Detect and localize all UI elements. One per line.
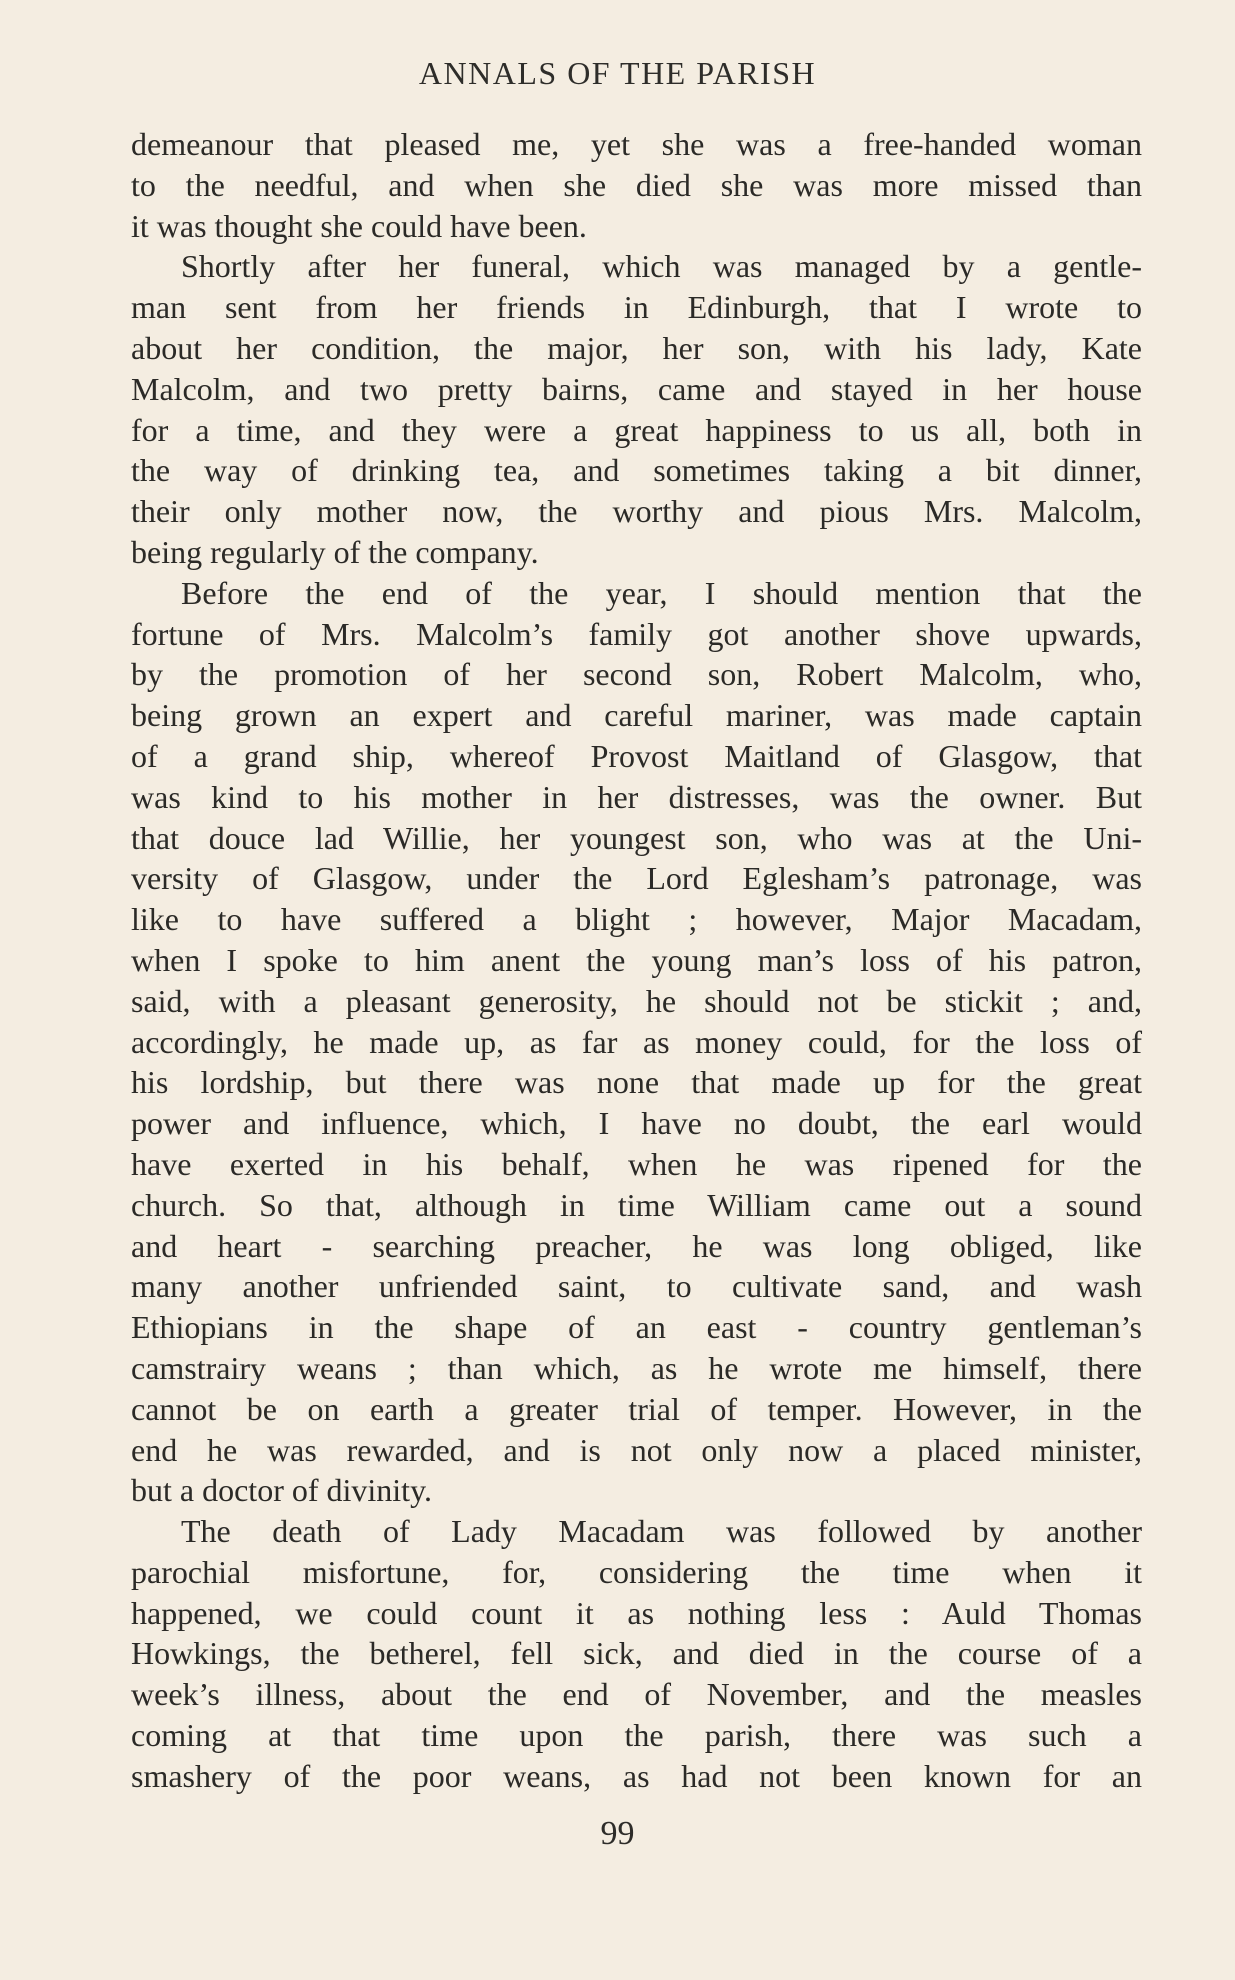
text-line: smashery of the poor weans, as had not been known for an xyxy=(131,1757,1142,1794)
text-line: The death of Lady Macadam was followed by another xyxy=(181,1513,1142,1550)
text-line: like to have suffered a blight ; however, Major Macadam, xyxy=(131,901,1142,938)
page-number: 99 xyxy=(600,1815,635,1852)
text-line: the way of drinking tea, and sometimes taking a bit dinner, xyxy=(131,452,1142,489)
text-line: said, with a pleasant generosity, he should not be stickit ; and, xyxy=(131,982,1142,1019)
text-line: for a time, and they were a great happiness to us all, both in xyxy=(131,411,1142,448)
text-line: power and influence, which, I have no doubt, the earl would xyxy=(131,1105,1142,1142)
text-line: many another unfriended saint, to cultivate sand, and wash xyxy=(131,1268,1142,1305)
text-line: end he was rewarded, and is not only now a placed minister, xyxy=(131,1431,1142,1468)
paragraph xyxy=(131,124,1142,246)
text-line: week’s illness, about the end of November, and the measles xyxy=(131,1676,1142,1713)
text-line: have exerted in his behalf, when he was ripened for the xyxy=(131,1145,1142,1182)
text-line: and heart - searching preacher, he was long obliged, like xyxy=(131,1227,1142,1264)
text-line: parochial misfortune, for, considering the time when it xyxy=(131,1553,1142,1590)
text-line: by the promotion of her second son, Robert Malcolm, who, xyxy=(131,656,1142,693)
running-head: ANNALS OF THE PARISH xyxy=(418,55,817,91)
text-line: fortune of Mrs. Malcolm’s family got another shove upwards, xyxy=(131,615,1142,652)
paragraph xyxy=(131,1511,1142,1797)
text-line: man sent from her friends in Edinburgh, that I wrote to xyxy=(131,289,1142,326)
text-line: his lordship, but there was none that made up for the great xyxy=(131,1064,1142,1101)
text-line: coming at that time upon the parish, there was such a xyxy=(131,1717,1142,1754)
text-line: was kind to his mother in her distresses, was the owner. But xyxy=(131,778,1142,815)
text-line: accordingly, he made up, as far as money could, for the loss of xyxy=(131,1023,1142,1060)
text-line: of a grand ship, whereof Provost Maitland of Glasgow, that xyxy=(131,737,1142,774)
text-line: about her condition, the major, her son, with his lady, Kate xyxy=(131,329,1142,366)
text-line: that douce lad Willie, her youngest son, who was at the Uni- xyxy=(131,819,1142,856)
text-line: Before the end of the year, I should mention that the xyxy=(181,574,1142,611)
text-line: it was thought she could have been. xyxy=(131,207,587,244)
text-line: happened, we could count it as nothing less : Auld Thomas xyxy=(131,1594,1142,1631)
text-line: versity of Glasgow, under the Lord Eglesham’s patronage, was xyxy=(131,860,1142,897)
text-line: demeanour that pleased me, yet she was a free-handed woman xyxy=(131,126,1142,162)
text-line: Howkings, the betherel, fell sick, and died in the course of a xyxy=(131,1635,1142,1672)
paragraph xyxy=(131,573,1142,1511)
text-line: Malcolm, and two pretty bairns, came and stayed in her house xyxy=(131,370,1142,407)
text-line: church. So that, although in time William came out a sound xyxy=(131,1186,1142,1223)
text-line: Shortly after her funeral, which was managed by a gentle- xyxy=(181,248,1142,285)
text-line: being regularly of the company. xyxy=(131,533,539,570)
text-line: when I spoke to him anent the young man’s loss of his patron, xyxy=(131,941,1142,978)
paragraph xyxy=(131,246,1142,572)
text-line: camstrairy weans ; than which, as he wrote me himself, there xyxy=(131,1349,1142,1386)
body-text xyxy=(131,124,1142,1797)
text-line: to the needful, and when she died she was more missed than xyxy=(131,166,1142,203)
text-line: their only mother now, the worthy and pious Mrs. Malcolm, xyxy=(131,493,1142,530)
text-line: being grown an expert and careful mariner, was made captain xyxy=(131,697,1142,734)
text-line: Ethiopians in the shape of an east - country gentleman’s xyxy=(131,1309,1142,1346)
text-line: cannot be on earth a greater trial of temper. However, in the xyxy=(131,1390,1142,1427)
text-line: but a doctor of divinity. xyxy=(131,1472,432,1509)
